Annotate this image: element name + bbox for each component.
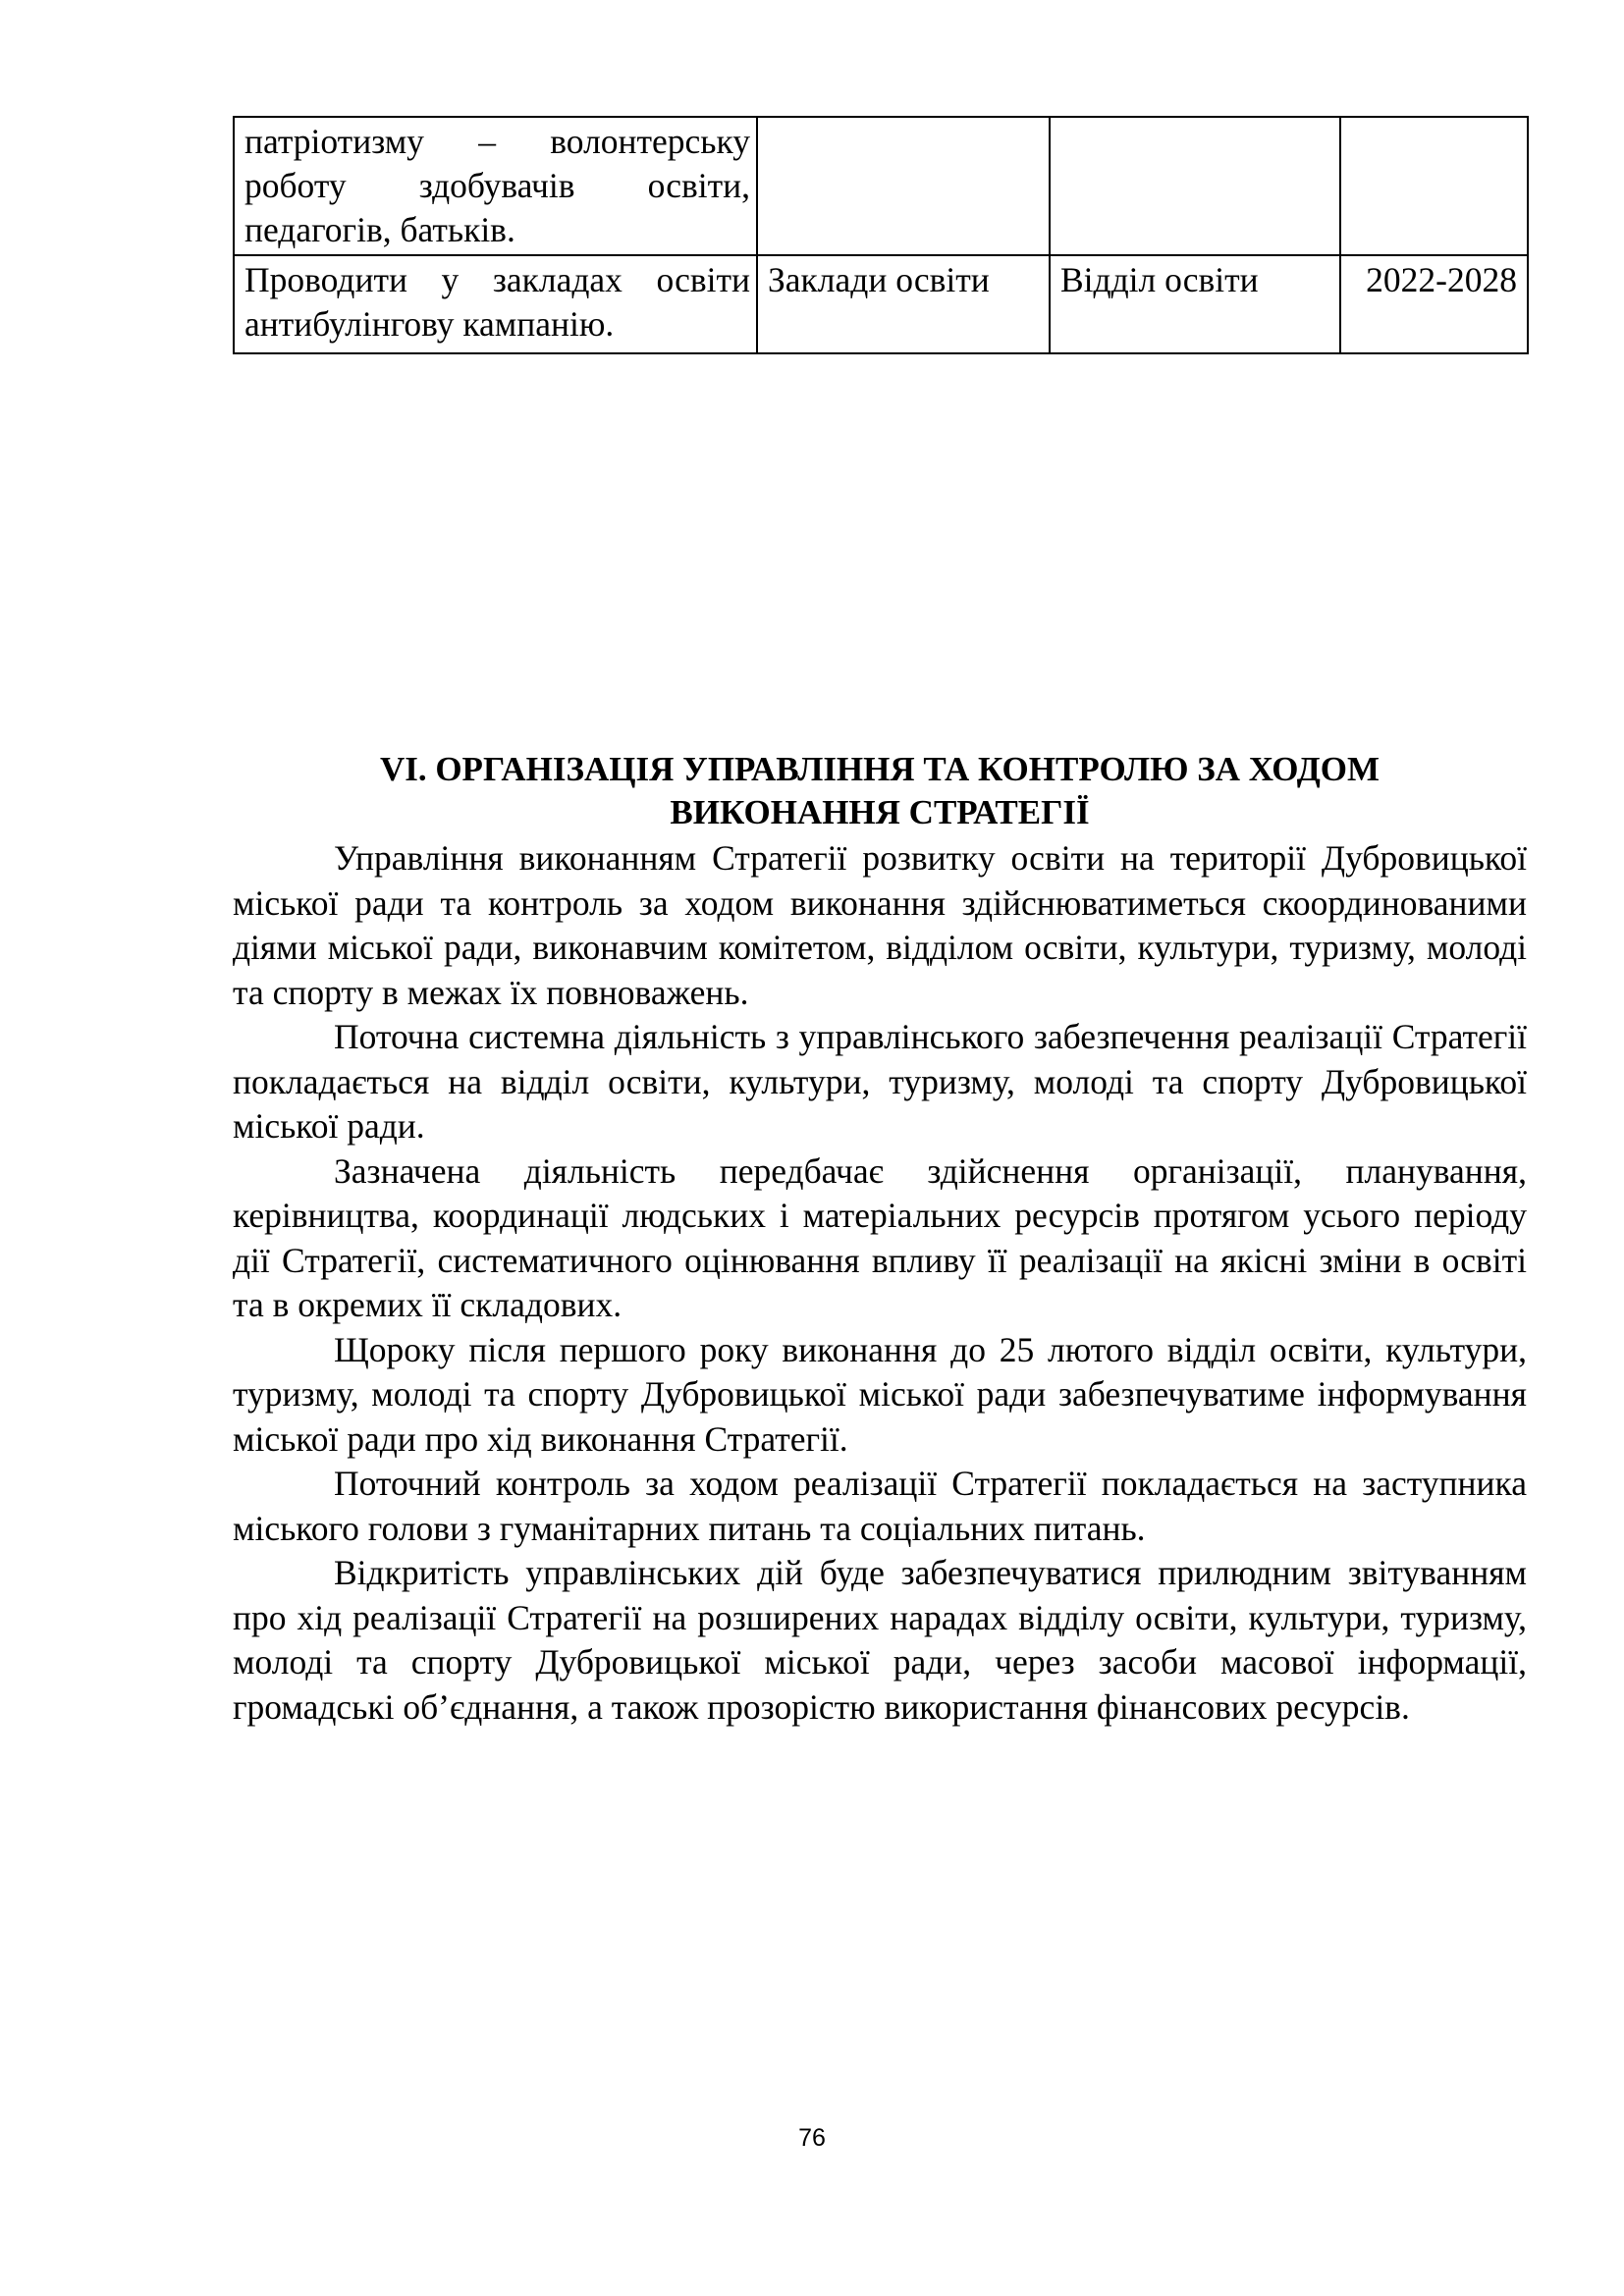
section-heading-line-2: ВИКОНАННЯ СТРАТЕГІЇ [670,793,1090,831]
table-row [234,255,1528,353]
section-body [233,836,1527,1730]
action-plan-table [233,116,1529,354]
measure-cell: Проводити у закладах освіти антибулінгову кампанію. [234,255,757,353]
paragraph: Управління виконанням Стратегії розвитку освіти на території Дубровицької міської ради та контроль за ходом виконання здійснюватиметься скоординованими діями міської ради, виконавчим комітетом, відділом освіти, культури, туризму, молоді та спорту в межах їх повноважень. [233,838,1527,1012]
paragraph: Відкритість управлінських дій буде забезпечуватися прилюдним звітуванням про хід реалізації Стратегії на розширених нарадах відділу освіти, культури, туризму, молоді та спорту Дубровицької міської ради, через засоби масової інформації, громадські об’єднання, а також прозорістю використання фінансових ресурсів. [233,1553,1527,1727]
responsible-cell [1050,117,1340,255]
table-row [234,117,1528,255]
period-cell [1340,117,1528,255]
section-heading [233,748,1527,834]
page-number: 76 [798,2124,826,2152]
paragraph: Зазначена діяльність передбачає здійснення організації, планування, керівництва, координації людських і матеріальних ресурсів протягом усього періоду дії Стратегії, систематичного оцінювання впливу її реалізації на якісні зміни в освіті та в окремих її складових. [233,1150,1527,1324]
measure-cell: патріотизму – волонтерську роботу здобувачів освіти, педагогів, батьків. [234,117,757,255]
paragraph: Щороку після першого року виконання до 25 лютого відділ освіти, культури, туризму, молоді та спорту Дубровицької міської ради забезпечуватиме інформування міської ради про хід виконання Стратегії. [233,1329,1527,1459]
paragraph: Поточний контроль за ходом реалізації Стратегії покладається на заступника міського голови з гуманітарних питань та соціальних питань. [233,1464,1527,1548]
section-heading-line-1: VI. ОРГАНІЗАЦІЯ УПРАВЛІННЯ ТА КОНТРОЛЮ ЗА ХОДОМ [379,750,1380,788]
responsible-cell: Відділ освіти [1050,255,1340,353]
period-cell: 2022-2028 [1340,255,1528,353]
participants-cell: Заклади освіти [757,255,1050,353]
paragraph: Поточна системна діяльність з управлінського забезпечення реалізації Стратегії покладається на відділ освіти, культури, туризму, молоді та спорту Дубровицької міської ради. [233,1017,1527,1146]
participants-cell [757,117,1050,255]
